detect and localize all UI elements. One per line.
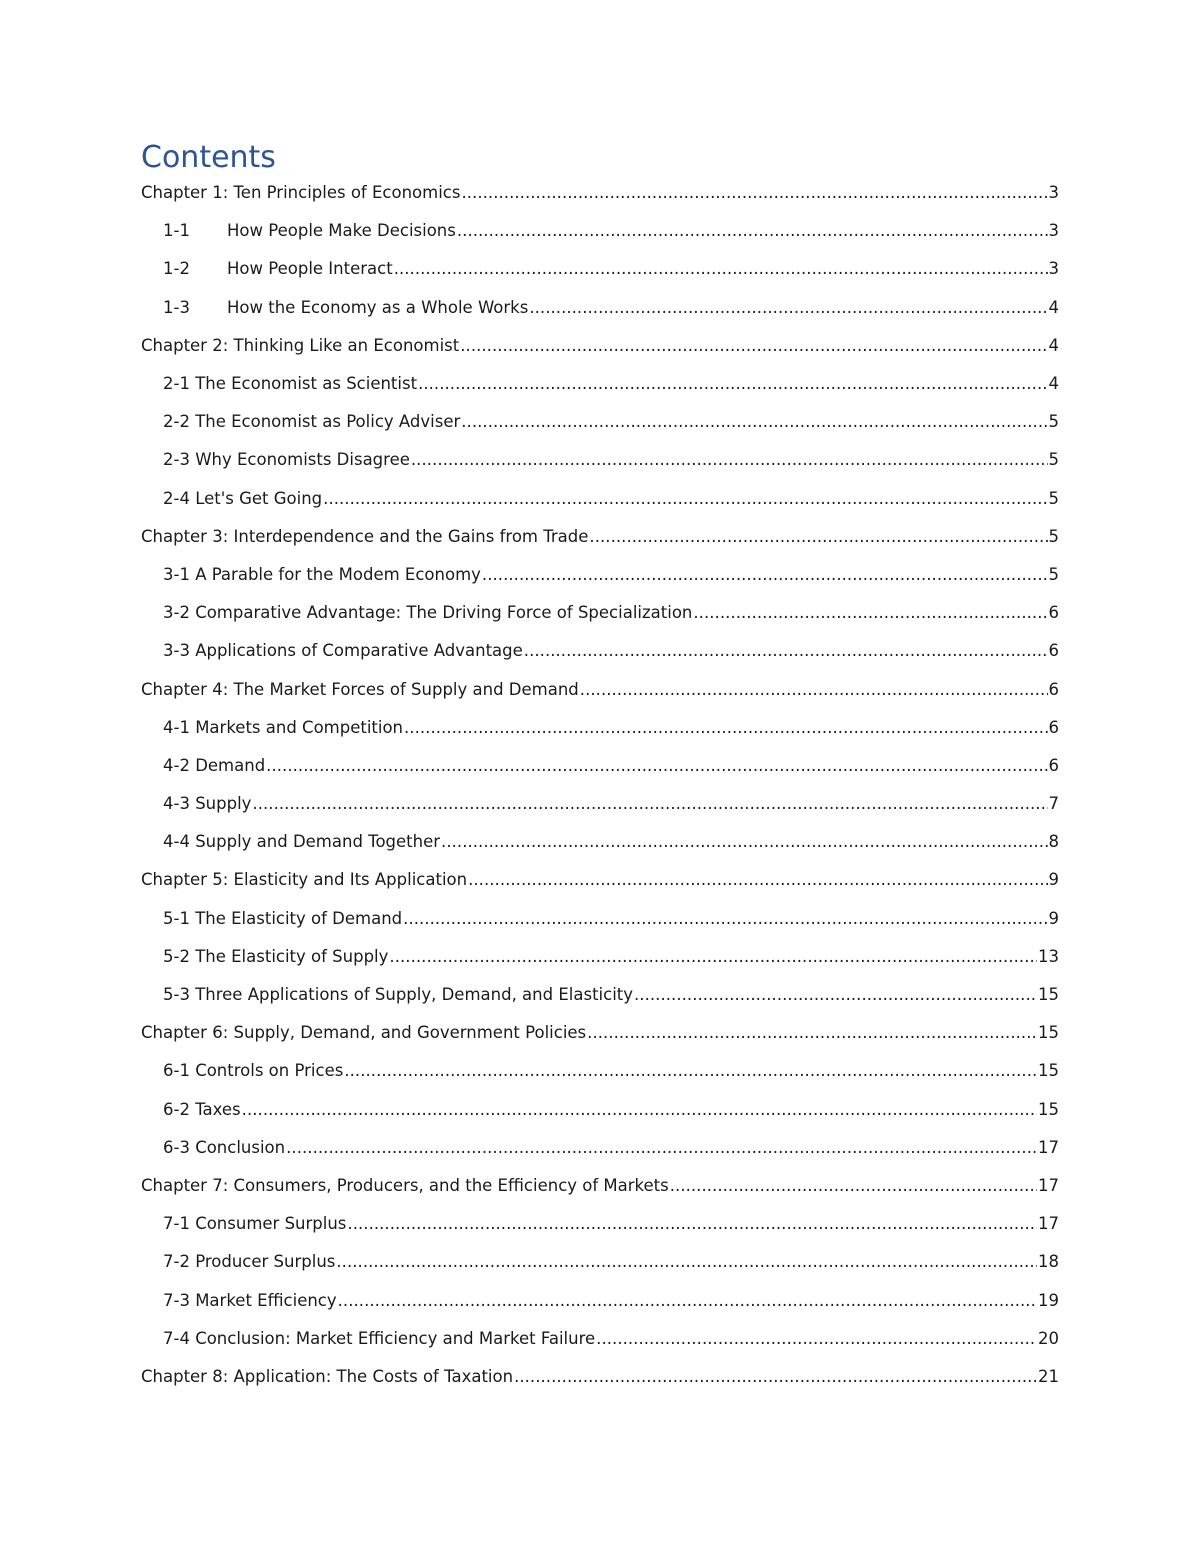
toc-page-number: 13 <box>1038 946 1059 966</box>
toc-title: Contents <box>141 140 276 175</box>
toc-page-number: 19 <box>1038 1290 1059 1310</box>
toc-page-number: 6 <box>1048 755 1059 775</box>
toc-page-number: 3 <box>1048 183 1059 203</box>
toc-chapter-entry[interactable] <box>141 670 1059 708</box>
toc-entry-title: Chapter 5: Elasticity and Its Application <box>141 870 468 890</box>
toc-section-entry[interactable] <box>141 289 1059 327</box>
toc-dot-leader <box>693 603 1047 623</box>
toc-section-entry[interactable] <box>141 403 1059 441</box>
toc-page-number: 7 <box>1048 794 1059 814</box>
toc-page-number: 5 <box>1048 450 1059 470</box>
toc-page-number: 4 <box>1048 297 1059 317</box>
toc-entry-title: 6-1 Controls on Prices <box>163 1061 344 1081</box>
toc-page-number: 6 <box>1048 603 1059 623</box>
toc-chapter-entry[interactable] <box>141 327 1059 365</box>
toc-section-entry[interactable] <box>141 1052 1059 1090</box>
toc-dot-leader <box>670 1176 1037 1196</box>
toc-section-entry[interactable] <box>141 709 1059 747</box>
toc-dot-leader <box>394 259 1048 279</box>
toc-dot-leader <box>347 1214 1037 1234</box>
toc-section-entry[interactable] <box>141 1243 1059 1281</box>
toc-page-number: 17 <box>1038 1137 1059 1157</box>
toc-page-number: 15 <box>1038 1099 1059 1119</box>
toc-section-entry[interactable] <box>141 976 1059 1014</box>
toc-dot-leader <box>338 1291 1037 1311</box>
toc-dot-leader <box>389 947 1037 967</box>
toc-entry-title: 4-2 Demand <box>163 755 266 775</box>
toc-entry-title: Chapter 1: Ten Principles of Economics <box>141 183 461 203</box>
toc-page-number: 21 <box>1038 1366 1059 1386</box>
toc-entry-title: Chapter 4: The Market Forces of Supply and Demand <box>141 679 579 699</box>
toc-page-number: 5 <box>1048 526 1059 546</box>
toc-entry-title: Chapter 7: Consumers, Producers, and the Efficiency of Markets <box>141 1175 669 1195</box>
toc-section-entry[interactable] <box>141 441 1059 479</box>
toc-entry-title: 3-1 A Parable for the Modem Economy <box>163 564 481 584</box>
toc-chapter-entry[interactable] <box>141 518 1059 556</box>
toc-page-number: 6 <box>1048 717 1059 737</box>
toc-page-number: 4 <box>1048 335 1059 355</box>
toc-chapter-entry[interactable] <box>141 1167 1059 1205</box>
toc-section-entry[interactable] <box>141 212 1059 250</box>
toc-dot-leader <box>323 489 1047 509</box>
toc-entry-title: Chapter 3: Interdependence and the Gains from Trade <box>141 526 589 546</box>
toc-entry-title: 4-3 Supply <box>163 794 252 814</box>
toc-dot-leader <box>461 412 1047 432</box>
toc-entry-title: 7-2 Producer Surplus <box>163 1252 336 1272</box>
toc-entry-number: 1-2 <box>163 259 190 279</box>
toc-page-number: 17 <box>1038 1175 1059 1195</box>
toc-dot-leader <box>482 565 1048 585</box>
toc-dot-leader <box>344 1061 1037 1081</box>
toc-dot-leader <box>441 832 1047 852</box>
toc-entry-title: 2-2 The Economist as Policy Adviser <box>163 412 461 432</box>
toc-list <box>141 174 1059 1396</box>
toc-dot-leader <box>286 1138 1037 1158</box>
toc-entry-title: How People Make Decisions <box>227 221 456 241</box>
toc-dot-leader <box>266 756 1047 776</box>
toc-page-number: 9 <box>1048 870 1059 890</box>
toc-section-entry[interactable] <box>141 1281 1059 1319</box>
toc-section-entry[interactable] <box>141 594 1059 632</box>
toc-section-entry[interactable] <box>141 900 1059 938</box>
toc-entry-title: 5-2 The Elasticity of Supply <box>163 946 389 966</box>
toc-dot-leader <box>580 680 1048 700</box>
toc-entry-title: 4-4 Supply and Demand Together <box>163 832 441 852</box>
toc-page-number: 8 <box>1048 832 1059 852</box>
toc-page-number: 3 <box>1048 221 1059 241</box>
toc-dot-leader <box>514 1367 1037 1387</box>
toc-chapter-entry[interactable] <box>141 1014 1059 1052</box>
toc-entry-title: 2-4 Let's Get Going <box>163 488 323 508</box>
toc-entry-title: Chapter 2: Thinking Like an Economist <box>141 335 460 355</box>
toc-chapter-entry[interactable] <box>141 861 1059 899</box>
toc-section-entry[interactable] <box>141 938 1059 976</box>
toc-entry-title: How the Economy as a Whole Works <box>227 297 529 317</box>
toc-section-entry[interactable] <box>141 480 1059 518</box>
toc-dot-leader <box>252 794 1047 814</box>
toc-section-entry[interactable] <box>141 1091 1059 1129</box>
toc-page-number: 3 <box>1048 259 1059 279</box>
toc-chapter-entry[interactable] <box>141 1358 1059 1396</box>
toc-page-number: 6 <box>1048 679 1059 699</box>
toc-entry-title: 7-4 Conclusion: Market Efficiency and Market Failure <box>163 1328 596 1348</box>
toc-dot-leader <box>411 450 1048 470</box>
toc-page-number: 18 <box>1038 1252 1059 1272</box>
toc-dot-leader <box>634 985 1037 1005</box>
toc-entry-title: 2-1 The Economist as Scientist <box>163 374 418 394</box>
toc-page-number: 5 <box>1048 412 1059 432</box>
toc-entry-number: 1-1 <box>163 221 190 241</box>
toc-entry-title: 6-3 Conclusion <box>163 1137 286 1157</box>
toc-entry-number: 1-3 <box>163 297 190 317</box>
toc-entry-title: 2-3 Why Economists Disagree <box>163 450 410 470</box>
toc-dot-leader <box>529 298 1047 318</box>
toc-entry-title: 5-3 Three Applications of Supply, Demand, and Elasticity <box>163 985 634 1005</box>
toc-section-entry[interactable] <box>141 1205 1059 1243</box>
toc-page-number: 20 <box>1038 1328 1059 1348</box>
toc-page-number: 15 <box>1038 985 1059 1005</box>
toc-entry-title: 4-1 Markets and Competition <box>163 717 404 737</box>
toc-dot-leader <box>403 909 1047 929</box>
toc-page-number: 9 <box>1048 908 1059 928</box>
toc-section-entry[interactable] <box>141 250 1059 288</box>
toc-entry-title: Chapter 6: Supply, Demand, and Government Policies <box>141 1023 587 1043</box>
toc-entry-title: 3-3 Applications of Comparative Advantage <box>163 641 523 661</box>
toc-dot-leader <box>460 336 1047 356</box>
toc-dot-leader <box>242 1100 1037 1120</box>
toc-section-entry[interactable] <box>141 747 1059 785</box>
toc-dot-leader <box>524 641 1048 661</box>
toc-section-entry[interactable] <box>141 1320 1059 1358</box>
toc-dot-leader <box>418 374 1047 394</box>
toc-page-number: 15 <box>1038 1023 1059 1043</box>
toc-dot-leader <box>596 1329 1037 1349</box>
toc-entry-title: How People Interact <box>227 259 393 279</box>
toc-entry-title: 3-2 Comparative Advantage: The Driving Force of Specialization <box>163 603 693 623</box>
toc-dot-leader <box>457 221 1048 241</box>
toc-dot-leader <box>468 870 1047 890</box>
toc-dot-leader <box>461 183 1047 203</box>
toc-section-entry[interactable] <box>141 365 1059 403</box>
toc-page-number: 4 <box>1048 374 1059 394</box>
toc-chapter-entry[interactable] <box>141 174 1059 212</box>
toc-dot-leader <box>587 1023 1037 1043</box>
toc-section-entry[interactable] <box>141 823 1059 861</box>
toc-dot-leader <box>589 527 1047 547</box>
toc-entry-title: Chapter 8: Application: The Costs of Taxation <box>141 1366 514 1386</box>
toc-page-number: 5 <box>1048 488 1059 508</box>
toc-page-number: 6 <box>1048 641 1059 661</box>
toc-section-entry[interactable] <box>141 556 1059 594</box>
toc-section-entry[interactable] <box>141 785 1059 823</box>
toc-entry-title: 5-1 The Elasticity of Demand <box>163 908 403 928</box>
toc-page-number: 15 <box>1038 1061 1059 1081</box>
toc-entry-title: 7-3 Market Efficiency <box>163 1290 337 1310</box>
toc-section-entry[interactable] <box>141 1129 1059 1167</box>
toc-dot-leader <box>404 718 1047 738</box>
toc-dot-leader <box>336 1252 1037 1272</box>
toc-page-number: 5 <box>1048 564 1059 584</box>
toc-entry-title: 6-2 Taxes <box>163 1099 241 1119</box>
toc-section-entry[interactable] <box>141 632 1059 670</box>
toc-page-number: 17 <box>1038 1214 1059 1234</box>
toc-entry-title: 7-1 Consumer Surplus <box>163 1214 347 1234</box>
